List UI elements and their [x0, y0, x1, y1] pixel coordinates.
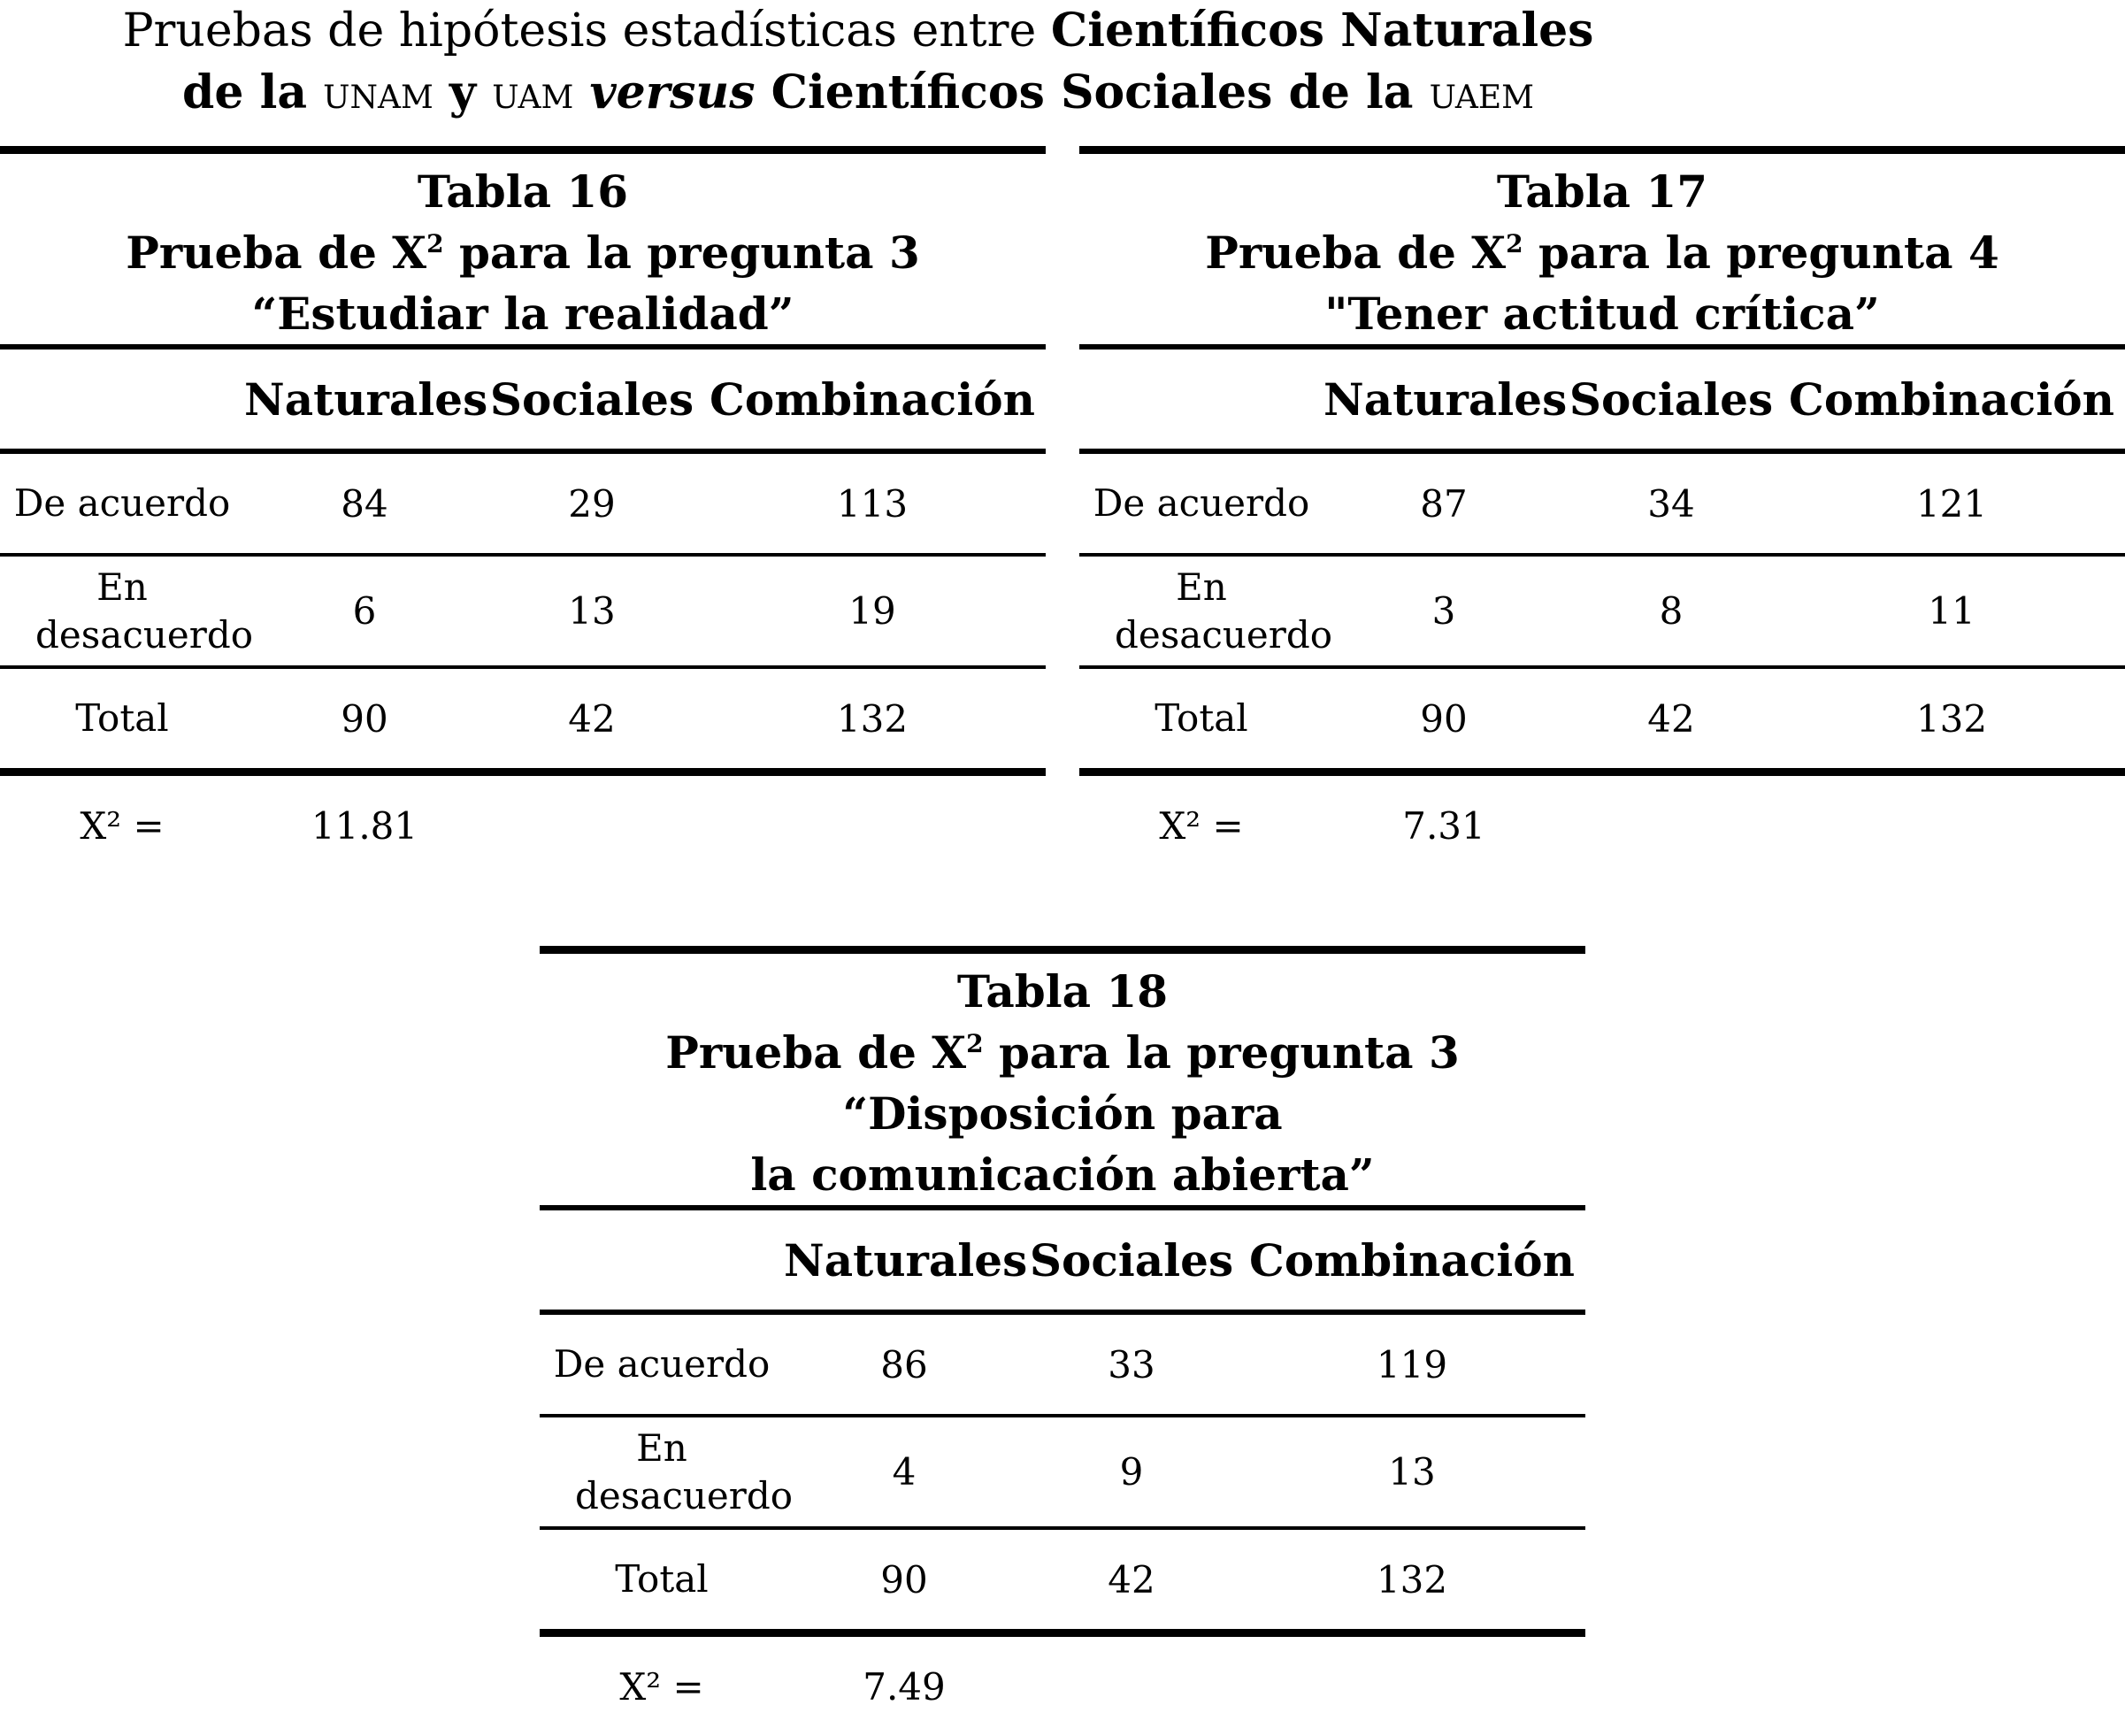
test-title: Prueba de $X^2$ para la pregunta 3 — [0, 222, 1046, 283]
page-heading — [0, 0, 1716, 124]
header-row — [540, 1210, 1585, 1312]
contingency-table — [1079, 350, 2125, 875]
cell: 42 — [1564, 667, 1778, 772]
table-caption — [1079, 154, 2125, 344]
table-row — [0, 451, 1046, 555]
chi-value: 7.49 — [784, 1633, 1024, 1736]
cell: 90 — [244, 667, 485, 772]
cell: 34 — [1564, 451, 1778, 555]
table-16 — [0, 146, 1046, 875]
cell: 132 — [1239, 1528, 1585, 1633]
table-row — [1079, 451, 2125, 555]
col-header: Naturales — [244, 350, 485, 451]
cell: 3 — [1323, 555, 1564, 667]
cell: 119 — [1239, 1312, 1585, 1416]
contingency-table — [0, 350, 1046, 875]
header-empty — [1079, 350, 1323, 451]
total-row — [0, 667, 1046, 772]
top-rule — [540, 946, 1585, 954]
cell: 90 — [784, 1528, 1024, 1633]
chi-label: X² = — [0, 772, 244, 876]
cell: 42 — [485, 667, 699, 772]
cell: 86 — [784, 1312, 1024, 1416]
col-header: Sociales — [1024, 1210, 1239, 1312]
cell: 87 — [1323, 451, 1564, 555]
test-title: Prueba de $X^2$ para la pregunta 4 — [1079, 222, 2125, 283]
chi-label: X² = — [540, 1633, 784, 1736]
total-row — [540, 1528, 1585, 1633]
table-row — [540, 1416, 1585, 1528]
col-header: Combinación — [1778, 350, 2125, 451]
question-text — [1079, 283, 2125, 344]
row-label: De acuerdo — [1079, 451, 1323, 555]
test-title: Prueba de $X^2$ para la pregunta 3 — [540, 1022, 1585, 1083]
question-text — [540, 1083, 1585, 1205]
question-line: la comunicación abierta” — [540, 1144, 1585, 1205]
row-label: Total — [540, 1528, 784, 1633]
chi-value: 7.31 — [1323, 772, 1564, 876]
col-header: Naturales — [1323, 350, 1564, 451]
table-17 — [1079, 146, 2125, 875]
table-caption — [540, 954, 1585, 1205]
cell: 132 — [1778, 667, 2125, 772]
question-line: “Disposición para — [540, 1083, 1585, 1144]
row-label: En desacuerdo — [540, 1416, 784, 1528]
cell: 6 — [244, 555, 485, 667]
table-row — [1079, 555, 2125, 667]
chi-value: 11.81 — [244, 772, 485, 876]
total-row — [1079, 667, 2125, 772]
heading-line-1: Pruebas de hipótesis estadísticas entre Científicos Naturales — [0, 0, 1716, 62]
table-caption — [0, 154, 1046, 344]
cell: 90 — [1323, 667, 1564, 772]
header-empty — [540, 1210, 784, 1312]
cell: 11 — [1778, 555, 2125, 667]
chi-square-row — [0, 772, 1046, 876]
header-row — [0, 350, 1046, 451]
cell: 29 — [485, 451, 699, 555]
col-header: Sociales — [485, 350, 699, 451]
table-number: Tabla 17 — [1079, 161, 2125, 222]
table-row — [0, 555, 1046, 667]
header-empty — [0, 350, 244, 451]
cell: 9 — [1024, 1416, 1239, 1528]
cell: 4 — [784, 1416, 1024, 1528]
chi-square-row — [1079, 772, 2125, 876]
top-rule — [0, 146, 1046, 154]
cell: 121 — [1778, 451, 2125, 555]
contingency-table — [540, 1210, 1585, 1736]
chi-label: X² = — [1079, 772, 1323, 876]
row-label: De acuerdo — [0, 451, 244, 555]
col-header: Naturales — [784, 1210, 1024, 1312]
row-label: En desacuerdo — [0, 555, 244, 667]
row-label: Total — [1079, 667, 1323, 772]
table-number: Tabla 18 — [540, 961, 1585, 1022]
cell: 132 — [699, 667, 1046, 772]
question-text — [0, 283, 1046, 344]
question-line: "Tener actitud crítica” — [1079, 283, 2125, 344]
table-number: Tabla 16 — [0, 161, 1046, 222]
header-row — [1079, 350, 2125, 451]
cell: 13 — [485, 555, 699, 667]
cell: 42 — [1024, 1528, 1239, 1633]
question-line: “Estudiar la realidad” — [0, 283, 1046, 344]
cell: 84 — [244, 451, 485, 555]
col-header: Sociales — [1564, 350, 1778, 451]
table-18 — [540, 946, 1585, 1736]
row-label: Total — [0, 667, 244, 772]
cell: 33 — [1024, 1312, 1239, 1416]
col-header: Combinación — [1239, 1210, 1585, 1312]
row-label: En desacuerdo — [1079, 555, 1323, 667]
col-header: Combinación — [699, 350, 1046, 451]
top-rule — [1079, 146, 2125, 154]
table-row — [540, 1312, 1585, 1416]
cell: 113 — [699, 451, 1046, 555]
chi-square-row — [540, 1633, 1585, 1736]
heading-line-2: de la unam y uam versus Científicos Sociales de la uaem — [0, 62, 1716, 124]
cell: 19 — [699, 555, 1046, 667]
cell: 13 — [1239, 1416, 1585, 1528]
row-label: De acuerdo — [540, 1312, 784, 1416]
cell: 8 — [1564, 555, 1778, 667]
